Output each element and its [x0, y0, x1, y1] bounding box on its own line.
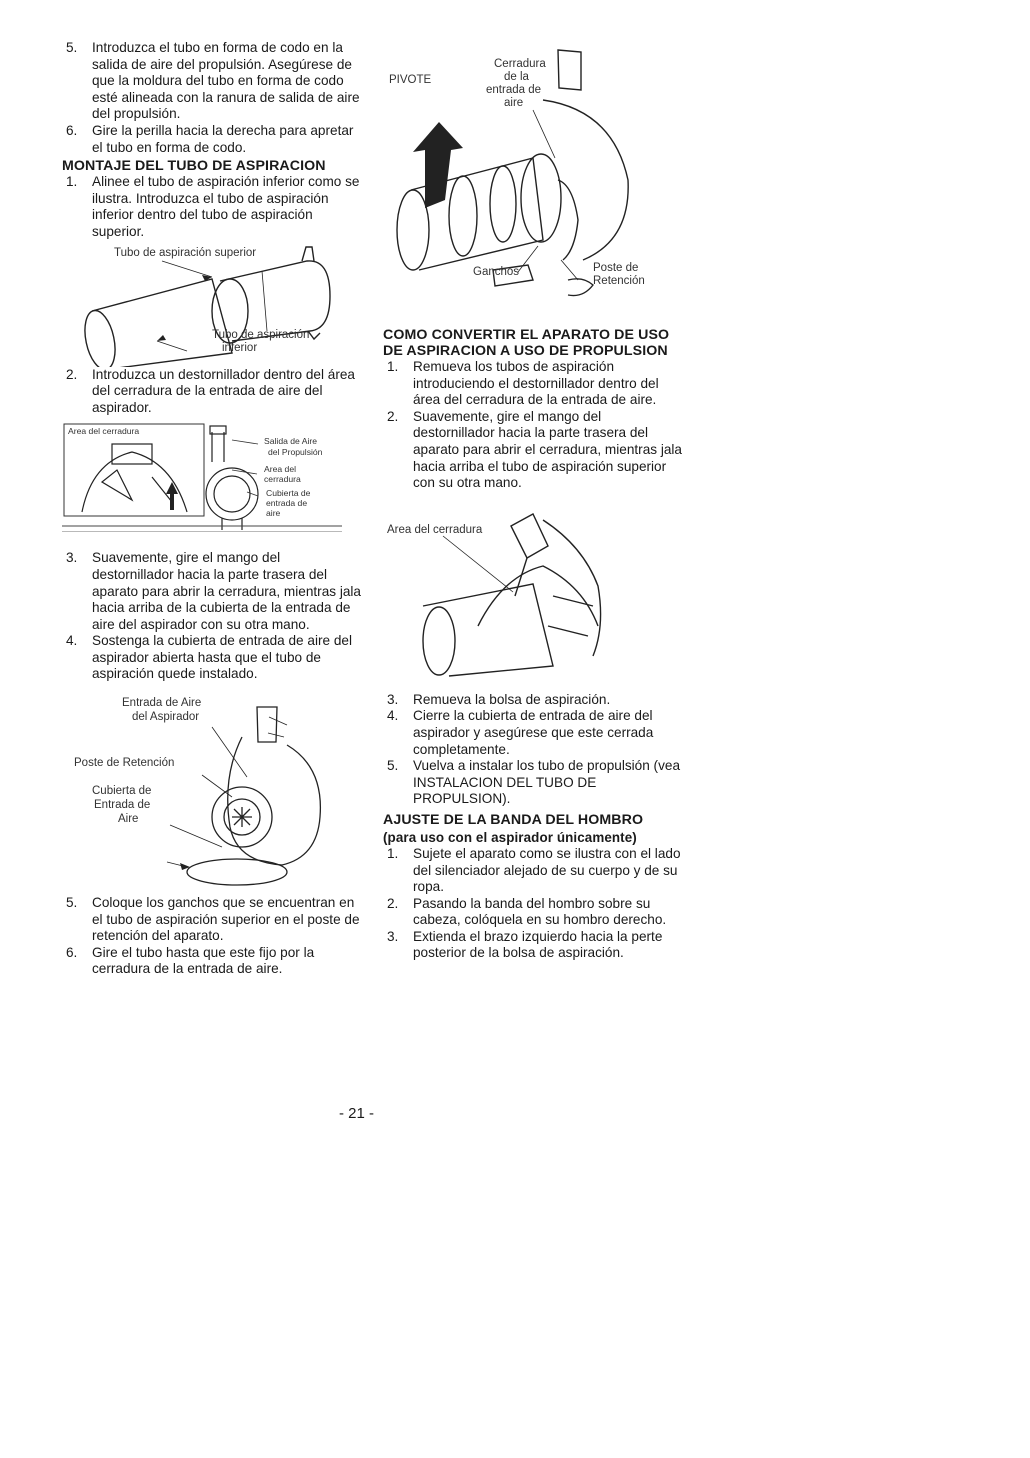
- label-lock-area-1: Area del: [264, 464, 297, 475]
- figure-pivot: [383, 40, 683, 325]
- steps-montaje: [62, 174, 362, 240]
- list-item: 5. Vuelva a instalar los tubo de propulsión (vea INSTALACION DEL TUBO DE PROPULSION).: [387, 758, 681, 807]
- steps-convert: [383, 359, 683, 492]
- list-item: 5. Coloque los ganchos que se encuentran en el tubo de aspiración superior en el poste de retención del aparato.: [66, 895, 360, 944]
- label-inlet-cover-a: Cubierta de: [92, 785, 152, 798]
- list-item: 3. Suavemente, gire el mango del destornillador hacia la parte trasera del aparato para abrir la cerradura, mientras jala hacia arriba de la cubierta de la entrada de aire del aspirador con su otra mano.: [66, 550, 361, 632]
- list-item: 3. Extienda el brazo izquierdo hacia la perte posterior de la bolsa de aspiración.: [387, 928, 663, 961]
- figure-screwdriver: [383, 506, 683, 686]
- label-upper-tube: Tubo de aspiración superior: [114, 246, 257, 259]
- heading-montaje: MONTAJE DEL TUBO DE ASPIRACION: [62, 158, 326, 175]
- label-retention-post: Poste de Retención: [74, 757, 175, 770]
- list-item: 6. Gire el tubo hasta que este fijo por la cerradura de la entrada de aire.: [66, 944, 315, 977]
- list-item: 1. Remueva los tubos de aspiración introduciendo el destornillador dentro del área del cerradura de la entrada de aire.: [387, 359, 659, 408]
- heading-shoulder-strap-sub: (para uso con el aspirador únicamente): [383, 829, 637, 845]
- label-air-outlet-1: Salida de Aire: [264, 436, 318, 447]
- label-inlet-cover-1: Cubierta de: [266, 488, 311, 499]
- heading-convert: COMO CONVERTIR EL APARATO DE USO DE ASPIRACION A USO DE PROPULSION: [383, 327, 670, 359]
- label-pivot: PIVOTE: [389, 74, 432, 86]
- list-item: 2. Introduzca un destornillador dentro del área del cerradura de la entrada de aire del aspirador.: [66, 366, 355, 415]
- label-lock-1: Cerradura: [494, 58, 546, 70]
- list-item: 3. Remueva la bolsa de aspiración.: [387, 691, 611, 707]
- page-number: - 21 -: [339, 1105, 375, 1122]
- left-column: [62, 40, 362, 978]
- label-post-2: Retención: [593, 275, 645, 287]
- list-item: 4. Sostenga la cubierta de entrada de aire del aspirador abierta hasta que el tubo de aspiración quede instalado.: [66, 633, 352, 682]
- list-item: 1. Sujete el aparato como se ilustra con el lado del silenciador alejado de su cuerpo y de su ropa.: [387, 845, 681, 895]
- label-lower-tube-1: Tubo de aspiración: [212, 328, 310, 341]
- heading-shoulder-strap: AJUSTE DE LA BANDA DEL HOMBRO: [383, 811, 644, 828]
- label-inlet-cover-3: aire: [266, 508, 281, 519]
- label-inlet-cover-c: Aire: [118, 813, 139, 826]
- label-inlet-cover-2: entrada de: [266, 498, 308, 509]
- label-lock-area-2: cerradura: [264, 474, 301, 485]
- label-hooks: Ganchos: [473, 266, 520, 278]
- label-lower-tube-2: inferior: [222, 341, 258, 354]
- steps-elbow-tube: [62, 40, 362, 156]
- label-inlet-cover-b: Entrada de: [94, 799, 151, 812]
- steps-open-cover: [62, 550, 362, 683]
- label-post-1: Poste de: [593, 262, 639, 274]
- steps-screwdriver: [62, 367, 362, 417]
- label-lock-area-right: Area del cerradura: [387, 523, 483, 536]
- label-lock-4: aire: [504, 97, 524, 109]
- label-lock-3: entrada de: [486, 84, 541, 96]
- list-item: 4. Cierre la cubierta de entrada de aire del aspirador y asegúrese que este cerrada completamente.: [387, 708, 654, 757]
- steps-shoulder-strap: [383, 846, 683, 962]
- figure-air-inlet: [62, 697, 362, 887]
- figure-tubes: [62, 241, 362, 367]
- list-item: 2. Pasando la banda del hombro sobre su cabeza, colóquela en su hombro derecho.: [387, 895, 667, 928]
- label-air-inlet-2: del Aspirador: [132, 711, 200, 724]
- list-item: 6. Gire la perilla hacia la derecha para apretar el tubo en forma de codo.: [66, 122, 354, 155]
- label-air-inlet-1: Entrada de Aire: [122, 697, 202, 710]
- label-lock-2: de la: [504, 71, 529, 83]
- figure-lock-area: [62, 422, 362, 532]
- steps-remove-bag: [383, 692, 683, 808]
- label-air-outlet-2: del Propulsión: [268, 447, 323, 458]
- label-lock-area-box: Area del cerradura: [68, 426, 140, 437]
- right-column: [383, 40, 683, 962]
- steps-hooks: [62, 895, 362, 978]
- list-item: 2. Suavemente, gire el mango del destornillador hacia la parte trasera del aparato para abrir el cerradura, mientras jala hacia arriba el tubo de aspiración superior con su otra mano.: [387, 408, 682, 491]
- list-item: 1. Alinee el tubo de aspiración inferior como se ilustra. Introduzca el tubo de aspiración inferior dentro del tubo de aspiración superior.: [66, 174, 360, 239]
- list-item: 5. Introduzca el tubo en forma de codo en la salida de aire del propulsión. Asegúrese de que la moldura del tubo en forma de codo esté alineada con la ranura de salida de aire del propulsión.: [66, 40, 360, 122]
